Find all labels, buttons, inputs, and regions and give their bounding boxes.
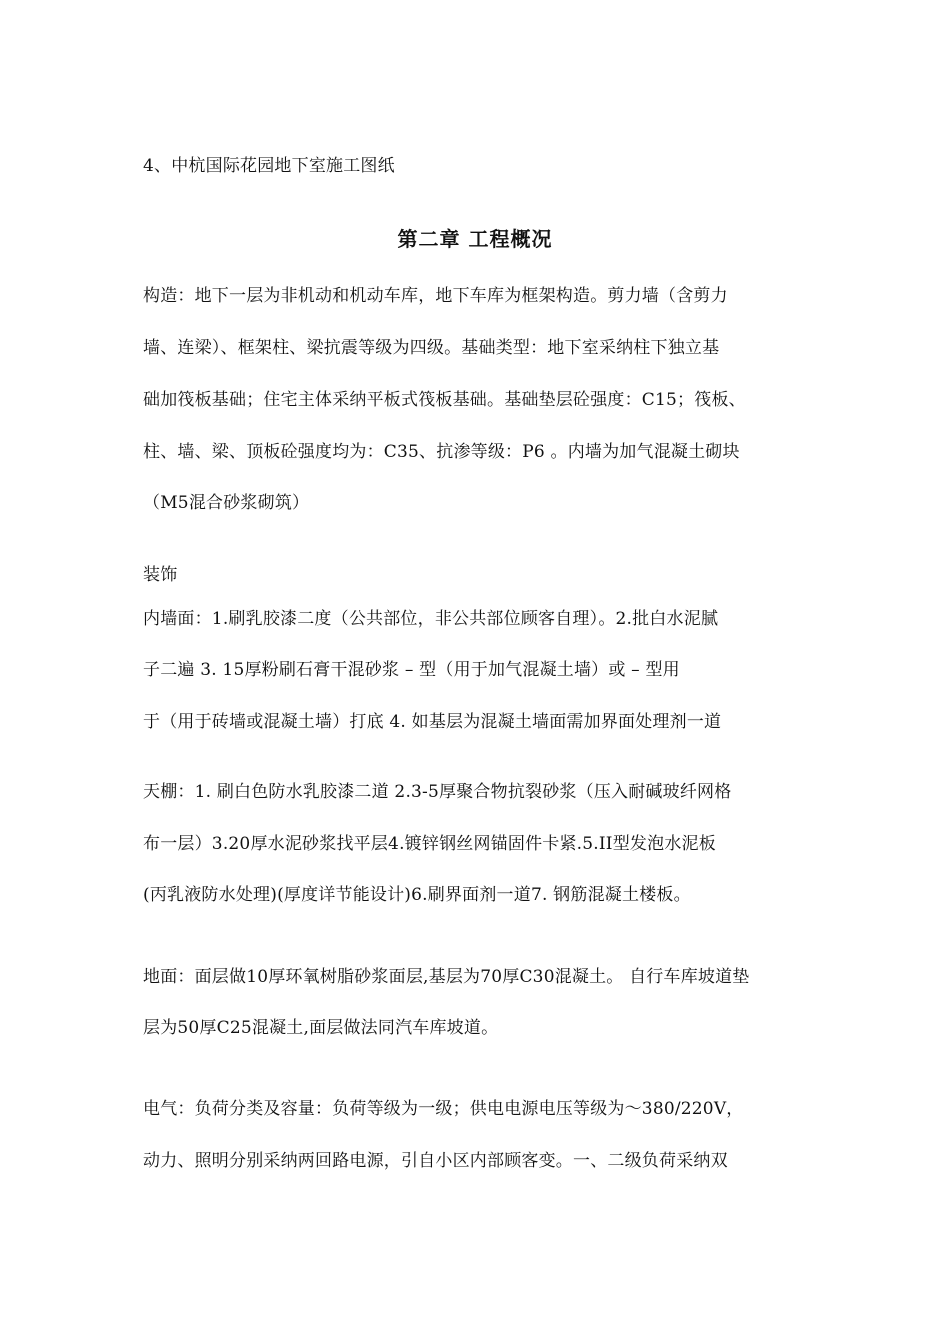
paragraph-line: 柱、墙、梁、顶板砼强度均为：C35、抗渗等级：P6 。内墙为加气混凝土砌块 <box>143 442 740 462</box>
decoration-heading: 装饰 <box>143 565 178 585</box>
paragraph-line: （M5混合砂浆砌筑） <box>143 493 310 513</box>
paragraph-line: 层为50厚C25混凝土,面层做法同汽车库坡道。 <box>143 1018 499 1038</box>
paragraph-line: 内墙面：1.刷乳胶漆二度（公共部位，非公共部位顾客自理）。2.批白水泥腻 <box>143 609 719 629</box>
paragraph-line: 天棚：1. 刷白色防水乳胶漆二道 2.3-5厚聚合物抗裂砂浆（压入耐碱玻纤网格 <box>143 782 732 802</box>
paragraph-line: (丙乳液防水处理)(厚度详节能设计)6.刷界面剂一道7. 钢筋混凝土楼板。 <box>143 885 691 905</box>
paragraph-line: 电气：负荷分类及容量：负荷等级为一级；供电电源电压等级为～380/220V， <box>143 1099 744 1119</box>
paragraph-line: 于（用于砖墙或混凝土墙）打底 4. 如基层为混凝土墙面需加界面处理剂一道 <box>143 712 722 732</box>
chapter-title: 第二章 工程概况 <box>397 227 553 251</box>
paragraph-line: 布一层）3.20厚水泥砂浆找平层4.镀锌钢丝网锚固件卡紧.5.II型发泡水泥板 <box>143 834 716 854</box>
paragraph-line: 墙、连梁）、框架柱、梁抗震等级为四级。基础类型：地下室采纳柱下独立基 <box>143 338 720 358</box>
paragraph-line: 动力、照明分别采纳两回路电源，引自小区内部顾客变。一、二级负荷采纳双 <box>143 1151 728 1171</box>
paragraph-line: 子二遍 3. 15厚粉刷石膏干混砂浆 – 型（用于加气混凝土墙）或 – 型用 <box>143 660 680 680</box>
paragraph-line: 地面：面层做10厚环氧树脂砂浆面层,基层为70厚C30混凝土。 自行车库坡道垫 <box>143 967 750 987</box>
reference-line: 4、中杭国际花园地下室施工图纸 <box>143 156 395 176</box>
paragraph-line: 构造：地下一层为非机动和机动车库，地下车库为框架构造。剪力墙（含剪力 <box>143 286 728 306</box>
paragraph-line: 础加筏板基础；住宅主体采纳平板式筏板基础。基础垫层砼强度：C15；筏板、 <box>143 390 746 410</box>
